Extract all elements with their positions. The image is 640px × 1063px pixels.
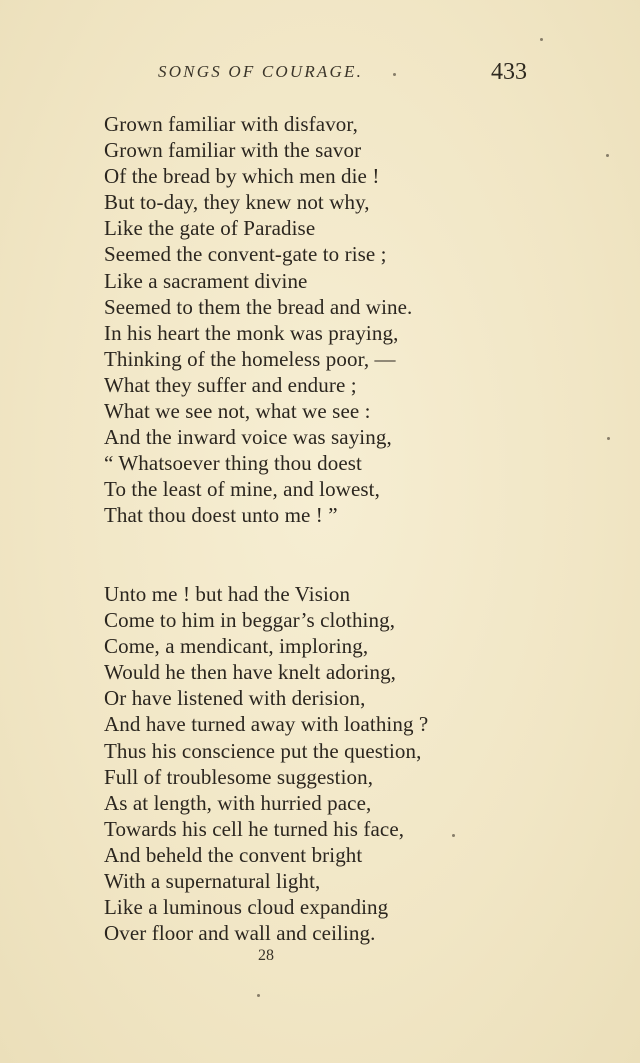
poem-line: Would he then have knelt adoring, [104,660,397,685]
poem-line: What they suffer and endure ; [104,372,357,397]
poem-line: Like the gate of Paradise [104,216,316,241]
poem-line: Come to him in beggar’s clothing, [104,608,396,633]
stanza-2 [104,581,428,946]
poem-line: Full of troublesome suggestion, [104,764,374,789]
poem-line: As at length, with hurried pace, [104,790,372,815]
poem-line: In his heart the monk was praying, [104,320,399,345]
poem-line: Seemed to them the bread and wine. [104,294,413,319]
poem-line: Thus his conscience put the question, [104,738,422,763]
poem-line: What we see not, what we see : [104,399,371,424]
poem-line: Come, a mendicant, imploring, [104,634,369,659]
poem-line: That thou doest unto me ! ” [104,503,338,528]
poem-line: Over floor and wall and ceiling. [104,921,376,946]
poem-line: Of the bread by which men die ! [104,164,380,189]
poem-line: Grown familiar with the savor [104,138,362,163]
poem-line: Unto me ! but had the Vision [104,582,351,606]
poem-line: Grown familiar with disfavor, [104,112,358,136]
poem-line: But to-day, they knew not why, [104,190,370,215]
running-title: SONGS OF COURAGE. [158,62,364,81]
paper-speck [393,73,396,76]
poem-line: Seemed the convent-gate to rise ; [104,242,387,267]
poem-line: And beheld the convent bright [104,842,363,867]
poem-line: And have turned away with loathing ? [104,712,429,737]
poem-line: To the least of mine, and lowest, [104,477,380,502]
poem-line: “ Whatsoever thing thou doest [104,451,362,476]
poem-line: And the inward voice was saying, [104,425,392,450]
paper-speck [607,437,610,440]
paper-speck [540,38,543,41]
page-number: 433 [491,59,527,85]
signature-mark: 28 [258,947,274,964]
stanza-1 [104,111,412,529]
poem-line: Or have listened with derision, [104,686,366,711]
poem-line: Like a luminous cloud expanding [104,895,389,920]
poem-line: Like a sacrament divine [104,268,308,293]
paper-speck [606,154,609,157]
poem-line: Towards his cell he turned his face, [104,816,405,841]
poem-line: With a supernatural light, [104,869,321,894]
paper-speck [452,834,455,837]
poem-line: Thinking of the homeless poor, — [104,346,396,371]
paper-speck [257,994,260,997]
